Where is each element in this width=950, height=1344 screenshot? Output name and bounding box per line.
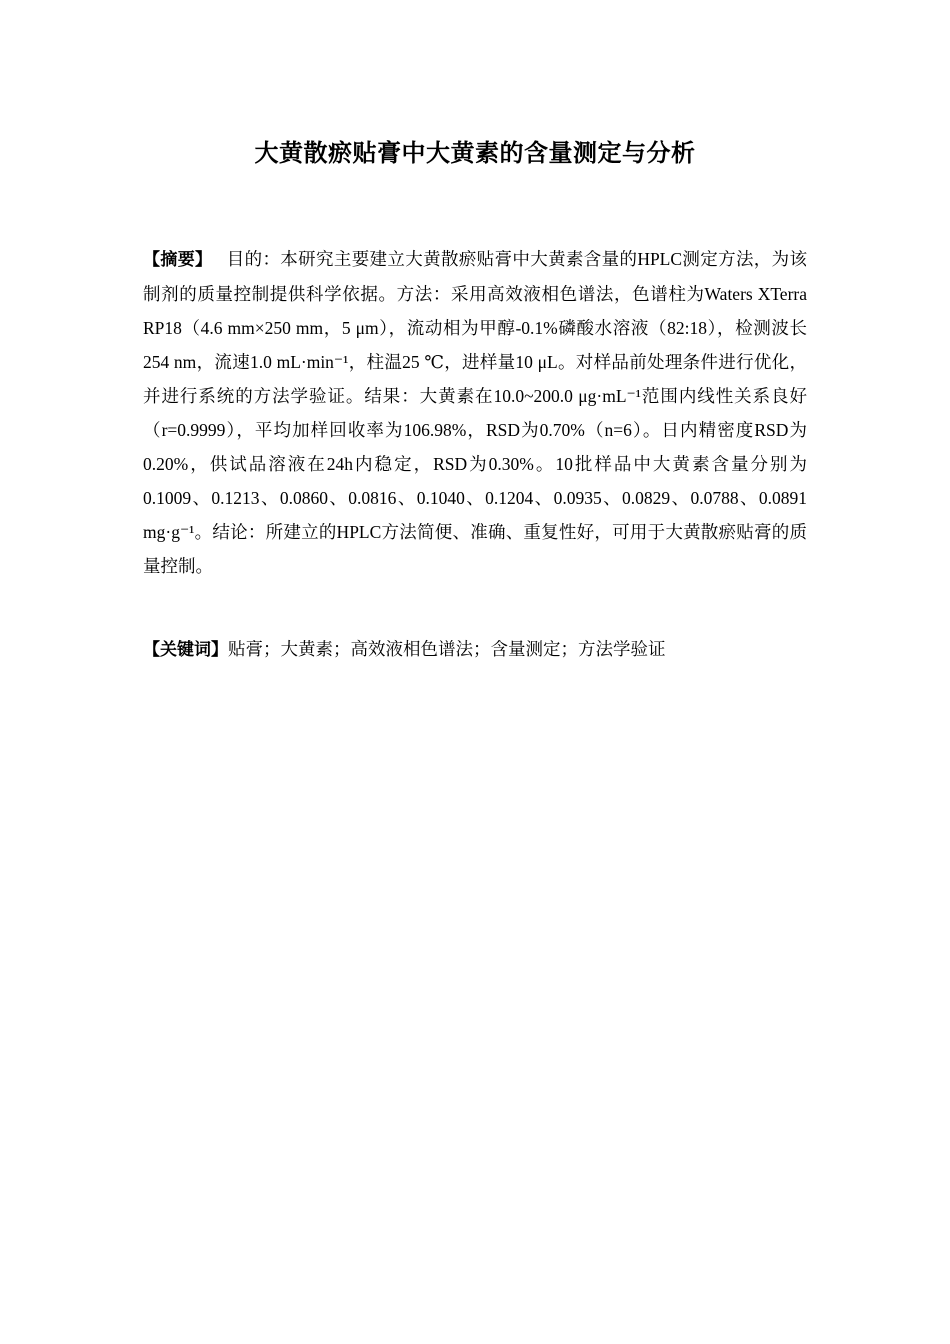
abstract-text: 目的：本研究主要建立大黄散瘀贴膏中大黄素含量的HPLC测定方法，为该制剂的质量控制提供科学依据。方法：采用高效液相色谱法，色谱柱为Waters XTerra RP18（4.6 mm×250 mm，5 μm），流动相为甲醇-0.1%磷酸水溶液（82:18），检测波长254 nm，流速1.0 mL·min⁻¹，柱温25 ℃，进样量10 μL。对样品前处理条件进行优化，并进行系统的方法学验证。结果：大黄素在10.0~200.0 μg·mL⁻¹范围内线性关系良好（r=0.9999），平均加样回收率为106.98%，RSD为0.70%（n=6）。日内精密度RSD为0.20%，供试品溶液在24h内稳定，RSD为0.30%。10批样品中大黄素含量分别为0.1009、0.1213、0.0860、0.0816、0.1040、0.1204、0.0935、0.0829、0.0788、0.0891 mg·g⁻¹。结论：所建立的HPLC方法简便、准确、重复性好，可用于大黄散瘀贴膏的质量控制。	[143, 249, 808, 576]
abstract-paragraph	[143, 242, 807, 583]
paper-title: 大黄散瘀贴膏中大黄素的含量测定与分析	[254, 139, 696, 167]
keywords-text: 贴膏；大黄素；高效液相色谱法；含量测定；方法学验证	[228, 639, 666, 659]
abstract-label: 【摘要】	[143, 250, 213, 270]
keywords-label: 【关键词】	[143, 640, 228, 660]
keywords-paragraph	[143, 632, 807, 667]
